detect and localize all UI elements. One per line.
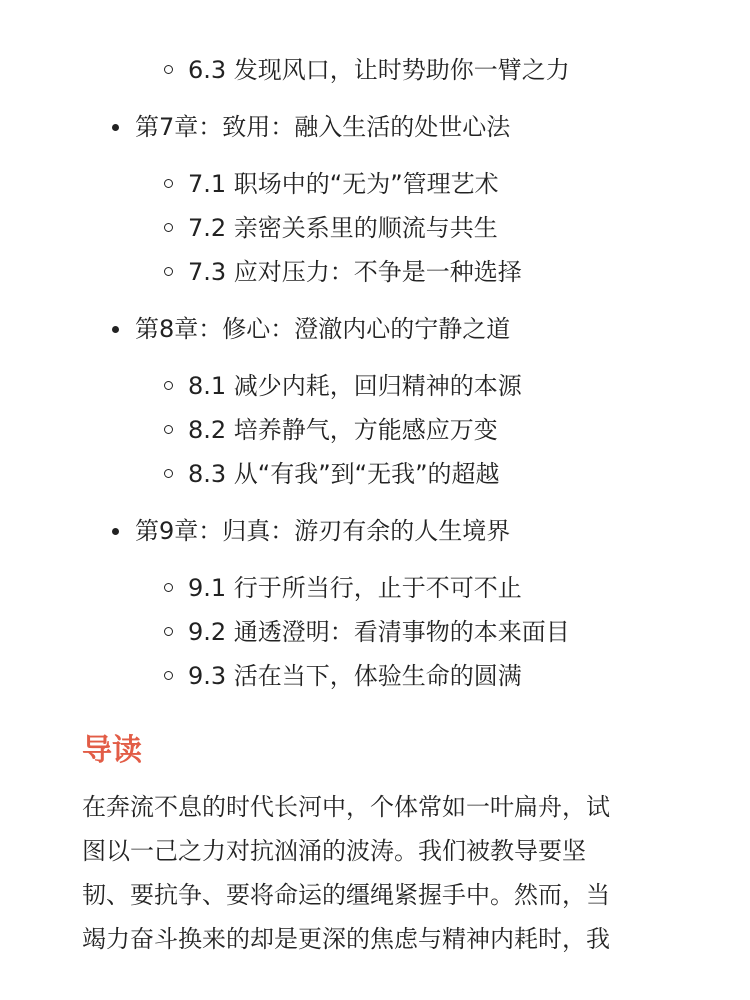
toc-section-item[interactable]: [0, 452, 750, 496]
toc-section-item[interactable]: [0, 48, 750, 92]
toc-section-item[interactable]: [0, 408, 750, 452]
toc-section-item[interactable]: [0, 610, 750, 654]
toc-item-label: 8.2 培养静气，方能感应万变: [188, 416, 498, 444]
hollow-bullet-icon: [164, 267, 173, 276]
toc-item-label: 7.2 亲密关系里的顺流与共生: [188, 214, 498, 242]
toc-section-item[interactable]: [0, 566, 750, 610]
toc-section-item[interactable]: [0, 162, 750, 206]
hollow-bullet-icon: [164, 627, 173, 636]
intro-heading: 导读: [82, 733, 142, 768]
toc-item-label: 7.1 职场中的“无为”管理艺术: [188, 170, 499, 198]
toc-chapter-item[interactable]: [0, 105, 750, 149]
toc-section-item[interactable]: [0, 250, 750, 294]
solid-bullet-icon: [112, 528, 119, 535]
intro-paragraph: [82, 785, 682, 961]
hollow-bullet-icon: [164, 469, 173, 478]
toc-item-label: 第7章：致用：融入生活的处世心法: [135, 113, 511, 141]
paragraph-line: 图以一己之力对抗汹涌的波涛。我们被教导要坚: [82, 837, 586, 865]
hollow-bullet-icon: [164, 223, 173, 232]
paragraph-line: 竭力奋斗换来的却是更深的焦虑与精神内耗时，我: [82, 925, 610, 953]
toc-item-label: 9.2 通透澄明：看清事物的本来面目: [188, 618, 570, 646]
solid-bullet-icon: [112, 326, 119, 333]
toc-item-label: 9.3 活在当下，体验生命的圆满: [188, 662, 522, 690]
toc-item-label: 8.1 减少内耗，回归精神的本源: [188, 372, 522, 400]
toc-item-label: 6.3 发现风口，让时势助你一臂之力: [188, 56, 570, 84]
paragraph-line: 韧、要抗争、要将命运的缰绳紧握手中。然而，当: [82, 881, 610, 909]
hollow-bullet-icon: [164, 425, 173, 434]
hollow-bullet-icon: [164, 381, 173, 390]
paragraph-line: 在奔流不息的时代长河中，个体常如一叶扁舟，试: [82, 793, 610, 821]
hollow-bullet-icon: [164, 179, 173, 188]
toc-section-item[interactable]: [0, 654, 750, 698]
solid-bullet-icon: [112, 124, 119, 131]
hollow-bullet-icon: [164, 583, 173, 592]
toc-item-label: 9.1 行于所当行，止于不可不止: [188, 574, 522, 602]
toc-item-label: 第8章：修心：澄澈内心的宁静之道: [135, 315, 511, 343]
toc-chapter-item[interactable]: [0, 307, 750, 351]
toc-section-item[interactable]: [0, 206, 750, 250]
toc-item-label: 7.3 应对压力：不争是一种选择: [188, 258, 522, 286]
toc-section-item[interactable]: [0, 364, 750, 408]
toc-item-label: 第9章：归真：游刃有余的人生境界: [135, 517, 511, 545]
hollow-bullet-icon: [164, 671, 173, 680]
toc-chapter-item[interactable]: [0, 509, 750, 553]
hollow-bullet-icon: [164, 65, 173, 74]
toc-item-label: 8.3 从“有我”到“无我”的超越: [188, 460, 500, 488]
